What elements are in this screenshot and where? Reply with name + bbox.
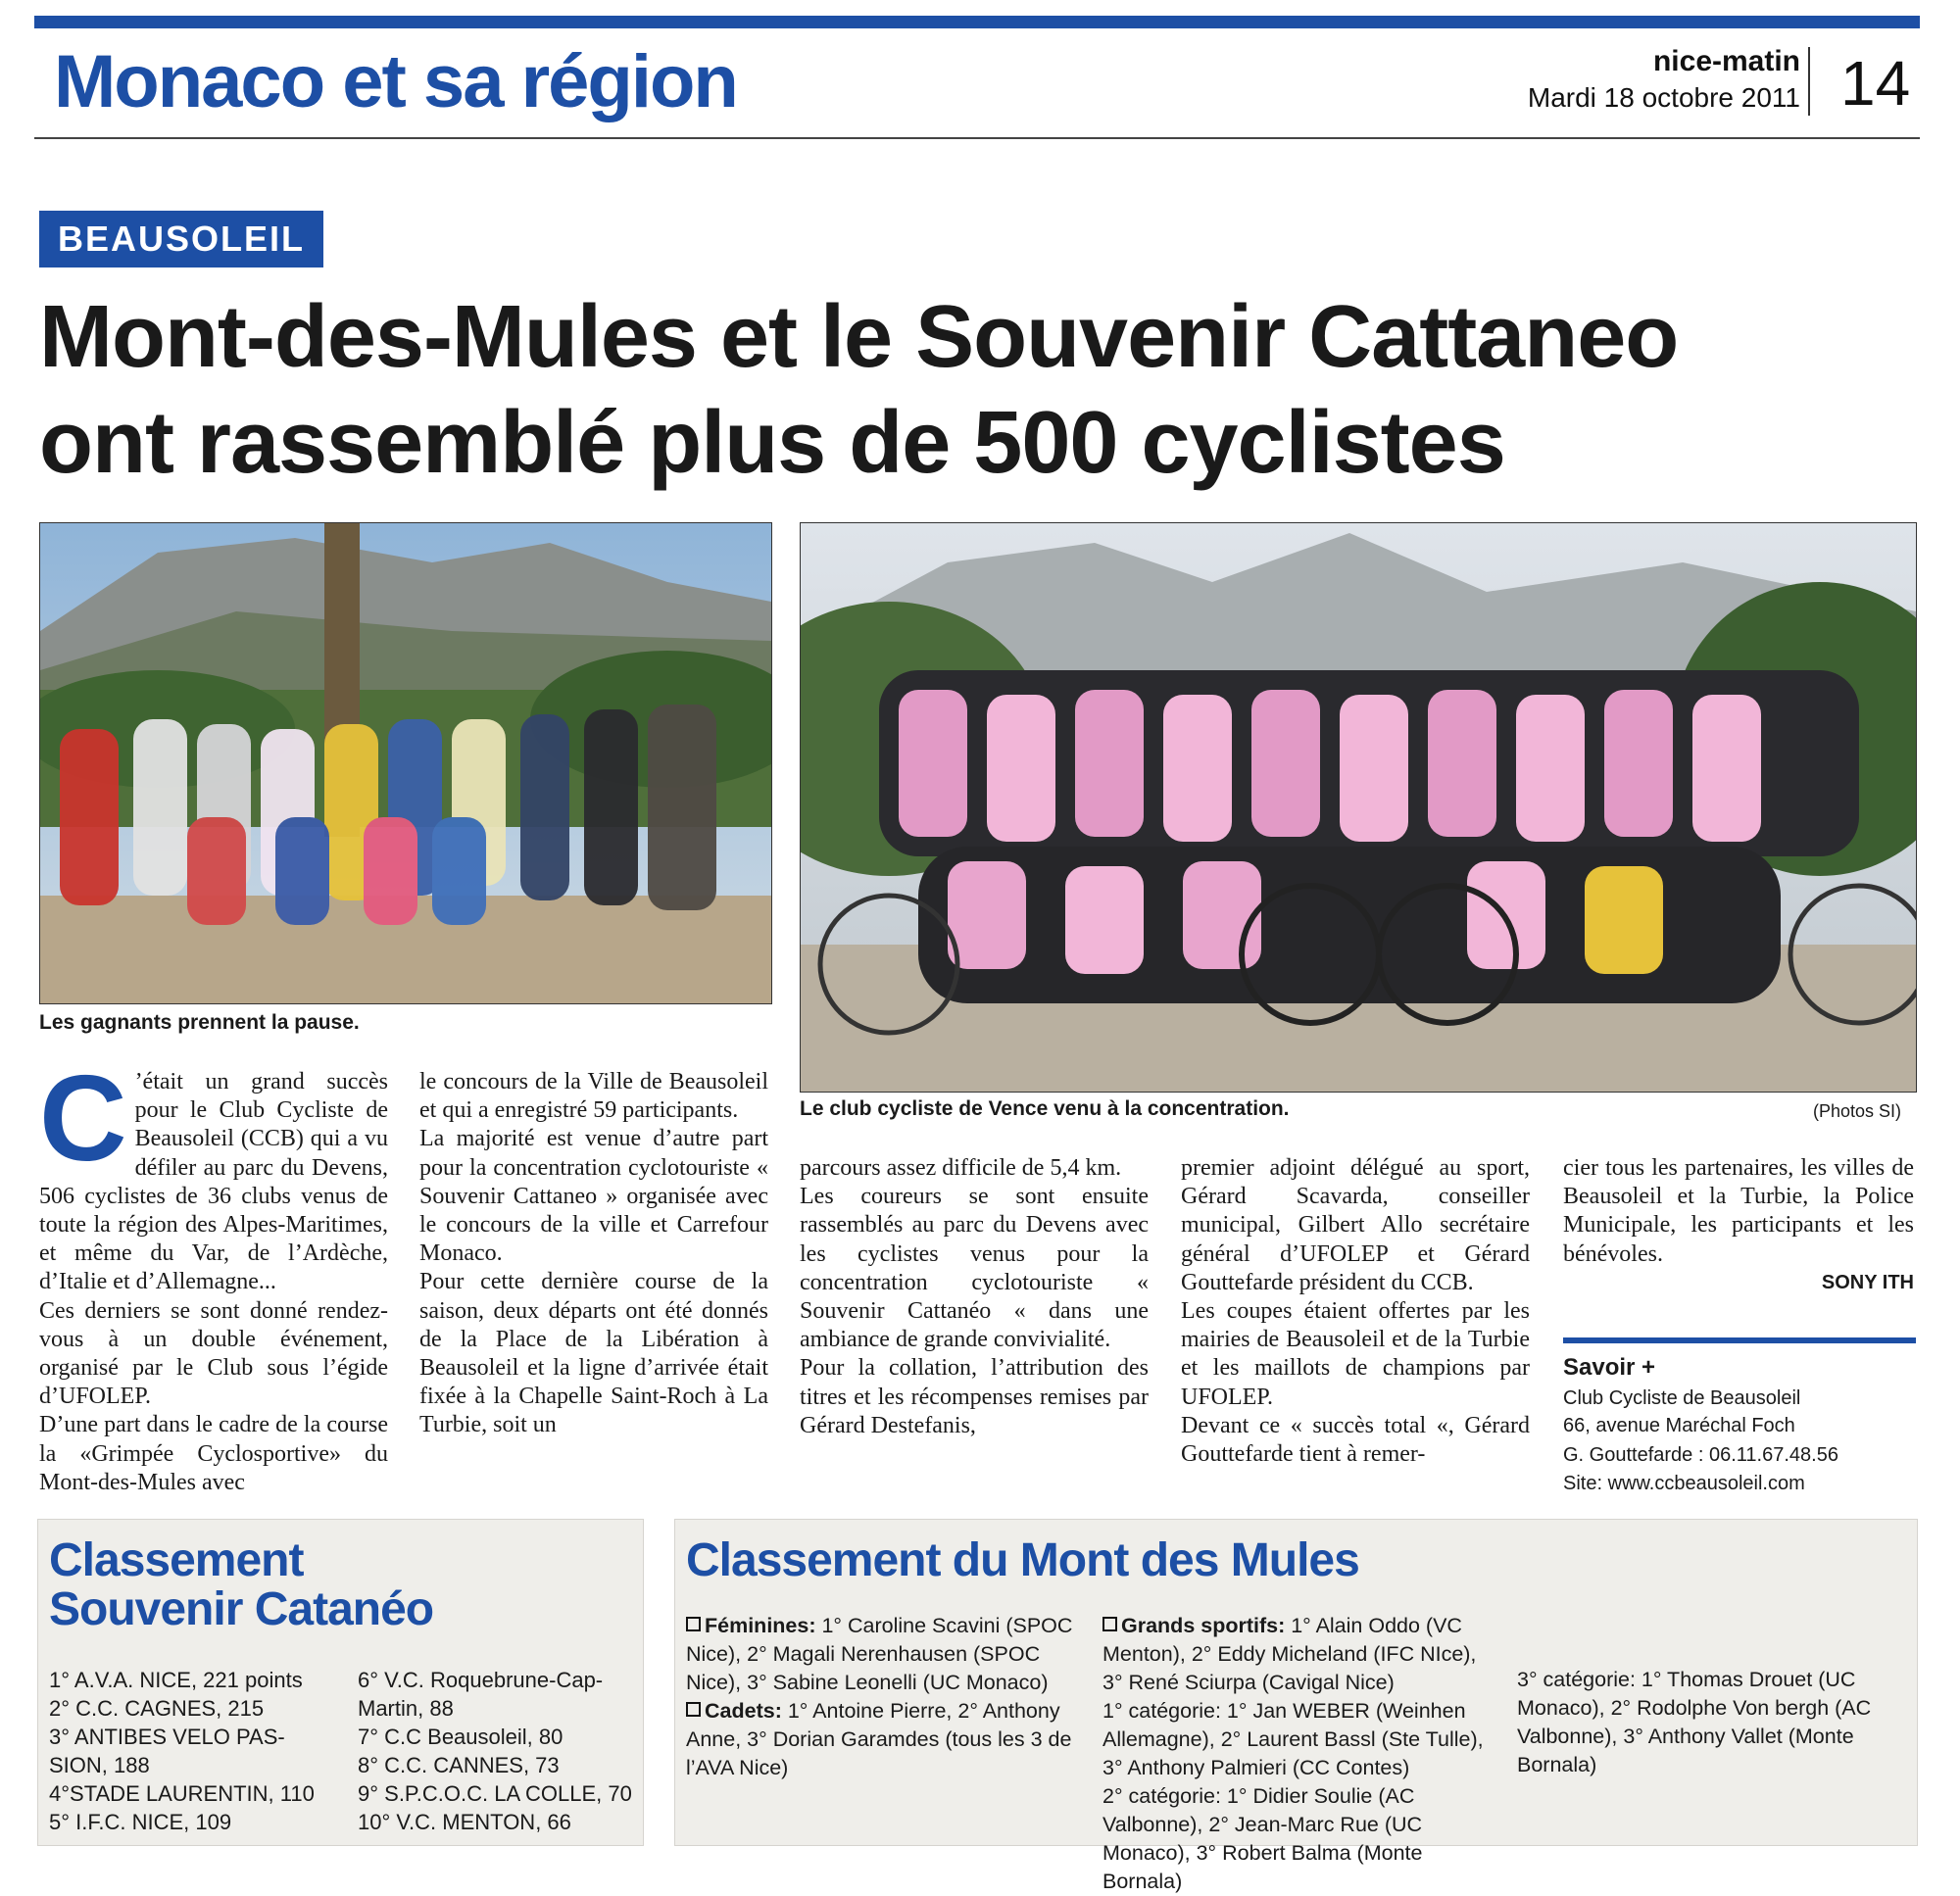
winners-photo (39, 522, 772, 1004)
grands-sportifs-label: Grands sportifs: (1121, 1614, 1286, 1637)
checkbox-square-icon (686, 1617, 701, 1631)
header-rule (34, 137, 1920, 139)
result-line: 4°STADE LAURENTIN, 110 (49, 1781, 315, 1806)
result-line: 10° V.C. MENTON, 66 (358, 1810, 571, 1834)
checkbox-square-icon (686, 1702, 701, 1717)
article-column-5 (1563, 1154, 1914, 1272)
cataneo-results-right (358, 1666, 632, 1836)
section-title: Monaco et sa région (54, 40, 737, 123)
col2-paragraph-1: le concours de la Ville de Beausoleil et qui a enregistré 59 participants. (419, 1069, 768, 1124)
col4-paragraph-3: Devant ce « succès total «, Gérard Gouttefarde tient à remer- (1181, 1412, 1530, 1468)
savoir-title: Savoir + (1563, 1354, 1656, 1381)
feminines-text: 1° Caroline Scavini (SPOC Nice), 2° Magali Nerenhausen (SPOC Nice), 3° Sabine Leonelli (UC Monaco) (686, 1614, 1073, 1694)
result-line: 9° S.P.C.O.C. LA COLLE, 70 (358, 1781, 632, 1806)
cadets-text: 1° Antoine Pierre, 2° Anthony Anne, 3° Dorian Garamdes (tous les 3 de l’AVA Nice) (686, 1699, 1072, 1779)
col1-paragraph-3: D’une part dans le cadre de la course la «Grimpée Cyclosportive» du Mont-des-Mules avec (39, 1412, 388, 1494)
photo1-caption: Les gagnants prennent la pause. (39, 1011, 360, 1034)
classement-cataneo-title-1: Classement (49, 1534, 304, 1586)
result-line: 2° C.C. CAGNES, 215 (49, 1696, 265, 1721)
checkbox-square-icon (1102, 1617, 1117, 1631)
article-column-1 (39, 1068, 388, 1494)
article-column-2 (419, 1068, 768, 1494)
newspaper-name: nice-matin (1652, 45, 1800, 77)
col3-paragraph-1: parcours assez difficile de 5,4 km. (800, 1155, 1122, 1181)
kicker-label: BEAUSOLEIL (39, 211, 323, 267)
col2-paragraph-3: Pour cette dernière course de la saison, deux départs ont été donnés de la Place de la Libération à Beausoleil et la ligne d’arrivée était fixée à la Chapelle Saint-Roch à La Turbie, soit un (419, 1269, 768, 1438)
classement-cataneo-title-2: Souvenir Catanéo (49, 1583, 434, 1635)
top-color-bar (34, 16, 1920, 28)
result-line: 5° I.F.C. NICE, 109 (49, 1810, 232, 1834)
col4-paragraph-1: premier adjoint délégué au sport, Gérard Scavarda, conseiller municipal, Gilbert Allo secrétaire général d’UFOLEP et Gérard Gouttefarde président du CCB. (1181, 1155, 1530, 1295)
col2-paragraph-2: La majorité est venue d’autre part pour la concentration cyclotouriste « Souvenir Cattaneo » organisée avec le concours de la ville et Carrefour Monaco. (419, 1126, 768, 1267)
article-column-4 (1181, 1154, 1530, 1494)
issue-date: Mardi 18 octobre 2011 (1527, 82, 1800, 113)
header-divider (1808, 47, 1810, 116)
result-categorie-1: 1° catégorie: 1° Jan WEBER (Weinhen Allemagne), 2° Laurent Bassl (Ste Tulle), 3° Anthony Palmieri (CC Contes) (1102, 1699, 1484, 1779)
page-number: 14 (1840, 48, 1911, 119)
result-cadets (686, 1697, 1073, 1782)
col3-paragraph-3: Pour la collation, l’attribution des titres et les récompenses remises par Gérard Destefanis, (800, 1355, 1149, 1438)
mules-results-col-1 (686, 1612, 1073, 1782)
classement-mules-title: Classement du Mont des Mules (686, 1534, 1359, 1586)
feminines-label: Féminines: (705, 1614, 816, 1637)
photo2-caption: Le club cycliste de Vence venu à la concentration. (800, 1097, 1290, 1120)
vence-club-photo (800, 522, 1917, 1093)
result-line: SION, 188 (49, 1753, 150, 1777)
cadets-label: Cadets: (705, 1699, 782, 1723)
author-signature: SONY ITH (1821, 1272, 1914, 1293)
col5-paragraph-1: cier tous les partenaires, les villes de Beausoleil et la Turbie, la Police Municipale, les participants et les bénévoles. (1563, 1155, 1914, 1267)
result-categorie-2: 2° catégorie: 1° Didier Soulie (AC Valbonne), 2° Jean-Marc Rue (UC Monaco), 3° Robert Balma (Monte Bornala) (1102, 1784, 1423, 1893)
headline (39, 284, 1901, 496)
savoir-rule (1563, 1337, 1916, 1343)
result-line: Martin, 88 (358, 1696, 454, 1721)
col1-paragraph-1: ’était un grand succès pour le Club Cycliste de Beausoleil (CCB) qui a vu défiler au parc du Devens, 506 cyclistes de 36 clubs venus de toute la région des Alpes-Maritimes, et même du Var, de l’Ardèche, d’Italie et d’Allemagne... (39, 1069, 388, 1295)
headline-line-2: ont rassemblé plus de 500 cyclistes (39, 394, 1505, 492)
winners-photo-image (40, 523, 771, 1003)
headline-line-1: Mont-des-Mules et le Souvenir Cattaneo (39, 288, 1679, 386)
result-line: 1° A.V.A. NICE, 221 points (49, 1668, 303, 1692)
col4-paragraph-2: Les coupes étaient offertes par les mairies de Beausoleil et de la Turbie et les maillots de champions par UFOLEP. (1181, 1298, 1530, 1410)
cataneo-results-left (49, 1666, 315, 1836)
col3-paragraph-2: Les coureurs se sont ensuite rassemblés au parc du Devens avec les cyclistes venus pour la concentration cyclotouriste « Souvenir Cattanéo « dans une ambiance de grande convivialité. (800, 1184, 1149, 1353)
mules-results-col-3 (1517, 1666, 1909, 1779)
article-column-3 (800, 1154, 1149, 1494)
grands-sportifs-text: 1° Alain Oddo (VC Menton), 2° Eddy Micheland (IFC NIce), 3° René Sciurpa (Cavigal Nice) (1102, 1614, 1477, 1694)
vence-club-photo-image (801, 523, 1916, 1092)
savoir-phone: G. Gouttefarde : 06.11.67.48.56 (1563, 1444, 1838, 1466)
mules-results-col-2 (1102, 1612, 1494, 1896)
col1-paragraph-2: Ces derniers se sont donné rendez-vous à un double événement, organisé par le Club sous l’égide d’UFOLEP. (39, 1297, 388, 1410)
result-line: 6° V.C. Roquebrune-Cap- (358, 1668, 604, 1692)
result-line: 3° ANTIBES VELO PAS- (49, 1725, 285, 1749)
photo-credit: (Photos SI) (1813, 1101, 1902, 1121)
drop-cap: C (39, 1068, 127, 1187)
savoir-address: 66, avenue Maréchal Foch (1563, 1415, 1795, 1436)
result-line: 7° C.C Beausoleil, 80 (358, 1725, 564, 1749)
savoir-website: Site: www.ccbeausoleil.com (1563, 1473, 1805, 1494)
result-grands-sportifs (1102, 1612, 1494, 1697)
result-line: 8° C.C. CANNES, 73 (358, 1753, 560, 1777)
savoir-club-name: Club Cycliste de Beausoleil (1563, 1387, 1801, 1409)
result-feminines (686, 1612, 1073, 1697)
result-categorie-3: 3° catégorie: 1° Thomas Drouet (UC Monaco), 2° Rodolphe Von bergh (AC Valbonne), 3° Anthony Vallet (Monte Bornala) (1517, 1668, 1872, 1776)
